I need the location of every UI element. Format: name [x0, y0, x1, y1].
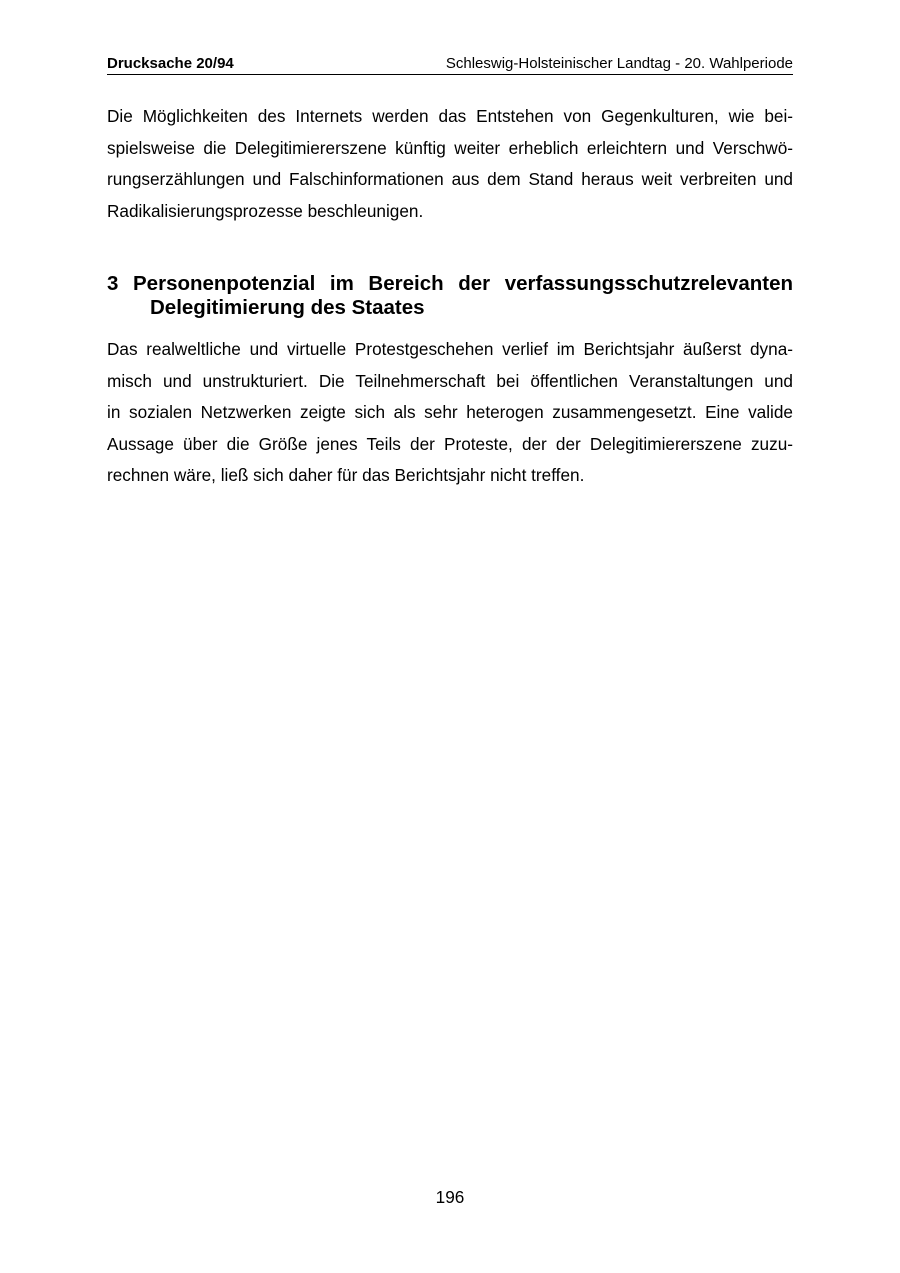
page-header	[107, 54, 793, 75]
paragraph-line: Radikalisierungsprozesse beschleunigen.	[107, 200, 424, 221]
page-number: 196	[435, 1187, 465, 1207]
paragraph-protest-activity	[107, 334, 793, 492]
paragraph-line: in sozialen Netzwerken zeigte sich als sehr heterogen zusammengesetzt. Eine valide	[107, 402, 793, 423]
section-heading-line: Delegitimierung des Staates	[150, 296, 425, 319]
paragraph-line: rechnen wäre, ließ sich daher für das Berichtsjahr nicht treffen.	[107, 465, 585, 486]
paragraph-internet-counterculture	[107, 101, 793, 227]
paragraph-line: Aussage über die Größe jenes Teils der Proteste, der der Delegitimiererszene zuzu-	[107, 433, 793, 454]
paragraph-line: misch und unstrukturiert. Die Teilnehmerschaft bei öffentlichen Veranstaltungen und	[107, 370, 793, 391]
paragraph-line: Die Möglichkeiten des Internets werden das Entstehen von Gegenkulturen, wie bei-	[107, 106, 793, 126]
section-heading-line: 3 Personenpotenzial im Bereich der verfassungsschutzrelevanten	[107, 272, 793, 295]
document-number: Drucksache 20/94	[107, 55, 234, 72]
parliament-title: Schleswig-Holsteinischer Landtag - 20. Wahlperiode	[445, 55, 793, 72]
section-heading	[107, 272, 793, 320]
paragraph-line: spielsweise die Delegitimiererszene künftig weiter erheblich erleichtern und Verschwö-	[107, 137, 793, 158]
paragraph-line: rungserzählungen und Falschinformationen aus dem Stand heraus weit verbreiten und	[107, 169, 793, 190]
paragraph-line: Das realweltliche und virtuelle Protestgeschehen verlief im Berichtsjahr äußerst dyna-	[107, 339, 793, 359]
